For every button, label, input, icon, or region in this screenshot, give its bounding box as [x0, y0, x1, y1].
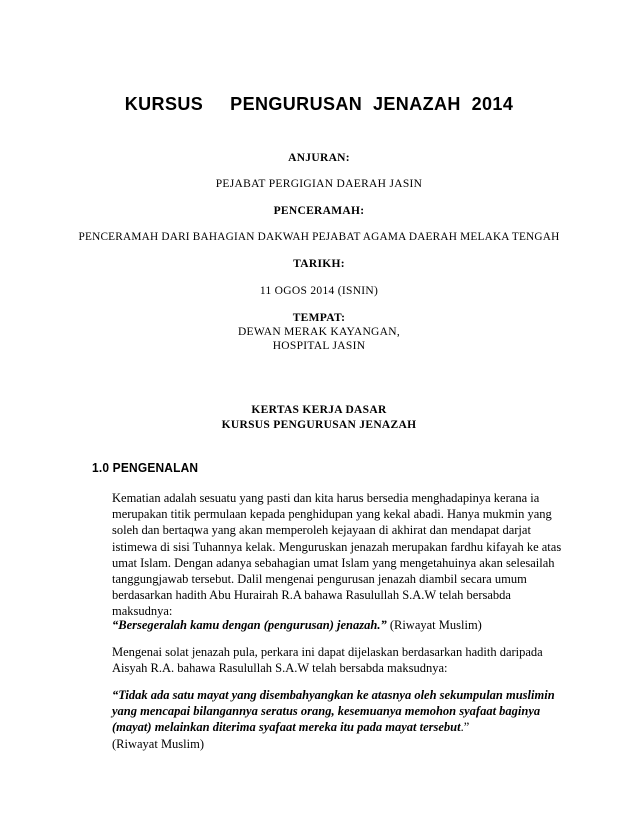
anjuran-value: PEJABAT PERGIGIAN DAERAH JASIN	[215, 178, 423, 190]
intro-line: berdasarkan hadith Abu Hurairah R.A bahawa Rasulullah S.A.W telah bersabda	[112, 588, 511, 603]
hadith-quote-1	[112, 617, 572, 633]
hadith-quote-2-line: “Tidak ada satu mayat yang disembahyangkan ke atasnya oleh sekumpulan muslimin	[112, 688, 555, 702]
hadith-quote-2	[112, 687, 572, 752]
tarikh-label: TARIKH:	[293, 258, 345, 270]
intro-line: Kematian adalah sesuatu yang pasti dan kita harus bersedia menghadapinya kerana ia	[112, 491, 540, 505]
intro-paragraph	[112, 490, 572, 620]
intro-line: tanggungjawab tersebut. Dalil mengenai pengurusan jenazah diambil secara umum	[112, 572, 527, 587]
section-heading: 1.0 PENGENALAN	[92, 460, 199, 475]
hadith-quote-1-source: (Riwayat Muslim)	[386, 618, 482, 632]
intro-line: maksudnya:	[112, 604, 173, 619]
hadith-quote-2-end: .”	[460, 720, 470, 735]
intro-line: umat Islam. Dengan adanya sebahagian umat Islam yang mengetahuinya akan selesailah	[112, 555, 555, 570]
document-title: KURSUS PENGURUSAN JENAZAH 2014	[124, 94, 514, 114]
anjuran-label: ANJURAN:	[288, 152, 350, 164]
intro-line: merupakan titik permulaan kepada penghidupan yang kekal abadi. Hanya mukmin yang	[112, 507, 552, 522]
solat-paragraph	[112, 644, 572, 676]
penceramah-value: PENCERAMAH DARI BAHAGIAN DAKWAH PEJABAT AGAMA DAERAH MELAKA TENGAH	[78, 231, 560, 243]
penceramah-label: PENCERAMAH:	[273, 205, 365, 217]
working-paper-line-2: KURSUS PENGURUSAN JENAZAH	[221, 419, 417, 431]
solat-line: Aisyah R.A. bahawa Rasulullah S.A.W telah bersabda maksudnya:	[112, 661, 448, 676]
tempat-line-2: HOSPITAL JASIN	[272, 340, 366, 352]
hadith-quote-2-line: yang mencapai bilangannya seratus orang, kesemuanya memohon syafaat baginya	[112, 704, 541, 719]
solat-line: Mengenai solat jenazah pula, perkara ini dapat dijelaskan berdasarkan hadith daripada	[112, 645, 543, 659]
hadith-quote-2-line: (mayat) melainkan diterima syafaat mereka itu pada mayat tersebut	[112, 720, 461, 735]
intro-line: istimewa di sisi Tuhannya kelak. Menguruskan jenazah merupakan fardhu kifayah ke atas	[112, 539, 562, 554]
tempat-label: TEMPAT:	[292, 312, 346, 324]
intro-line: soleh dan bertaqwa yang akan memperoleh kejayaan di akhirat dan mendapat darjat	[112, 523, 531, 538]
tempat-line-1: DEWAN MERAK KAYANGAN,	[237, 326, 401, 338]
working-paper-line-1: KERTAS KERJA DASAR	[251, 404, 387, 416]
hadith-quote-1-text: “Bersegeralah kamu dengan (pengurusan) jenazah.”	[112, 618, 387, 632]
tarikh-value: 11 OGOS 2014 (ISNIN)	[259, 285, 379, 297]
hadith-quote-2-source: (Riwayat Muslim)	[112, 736, 205, 751]
